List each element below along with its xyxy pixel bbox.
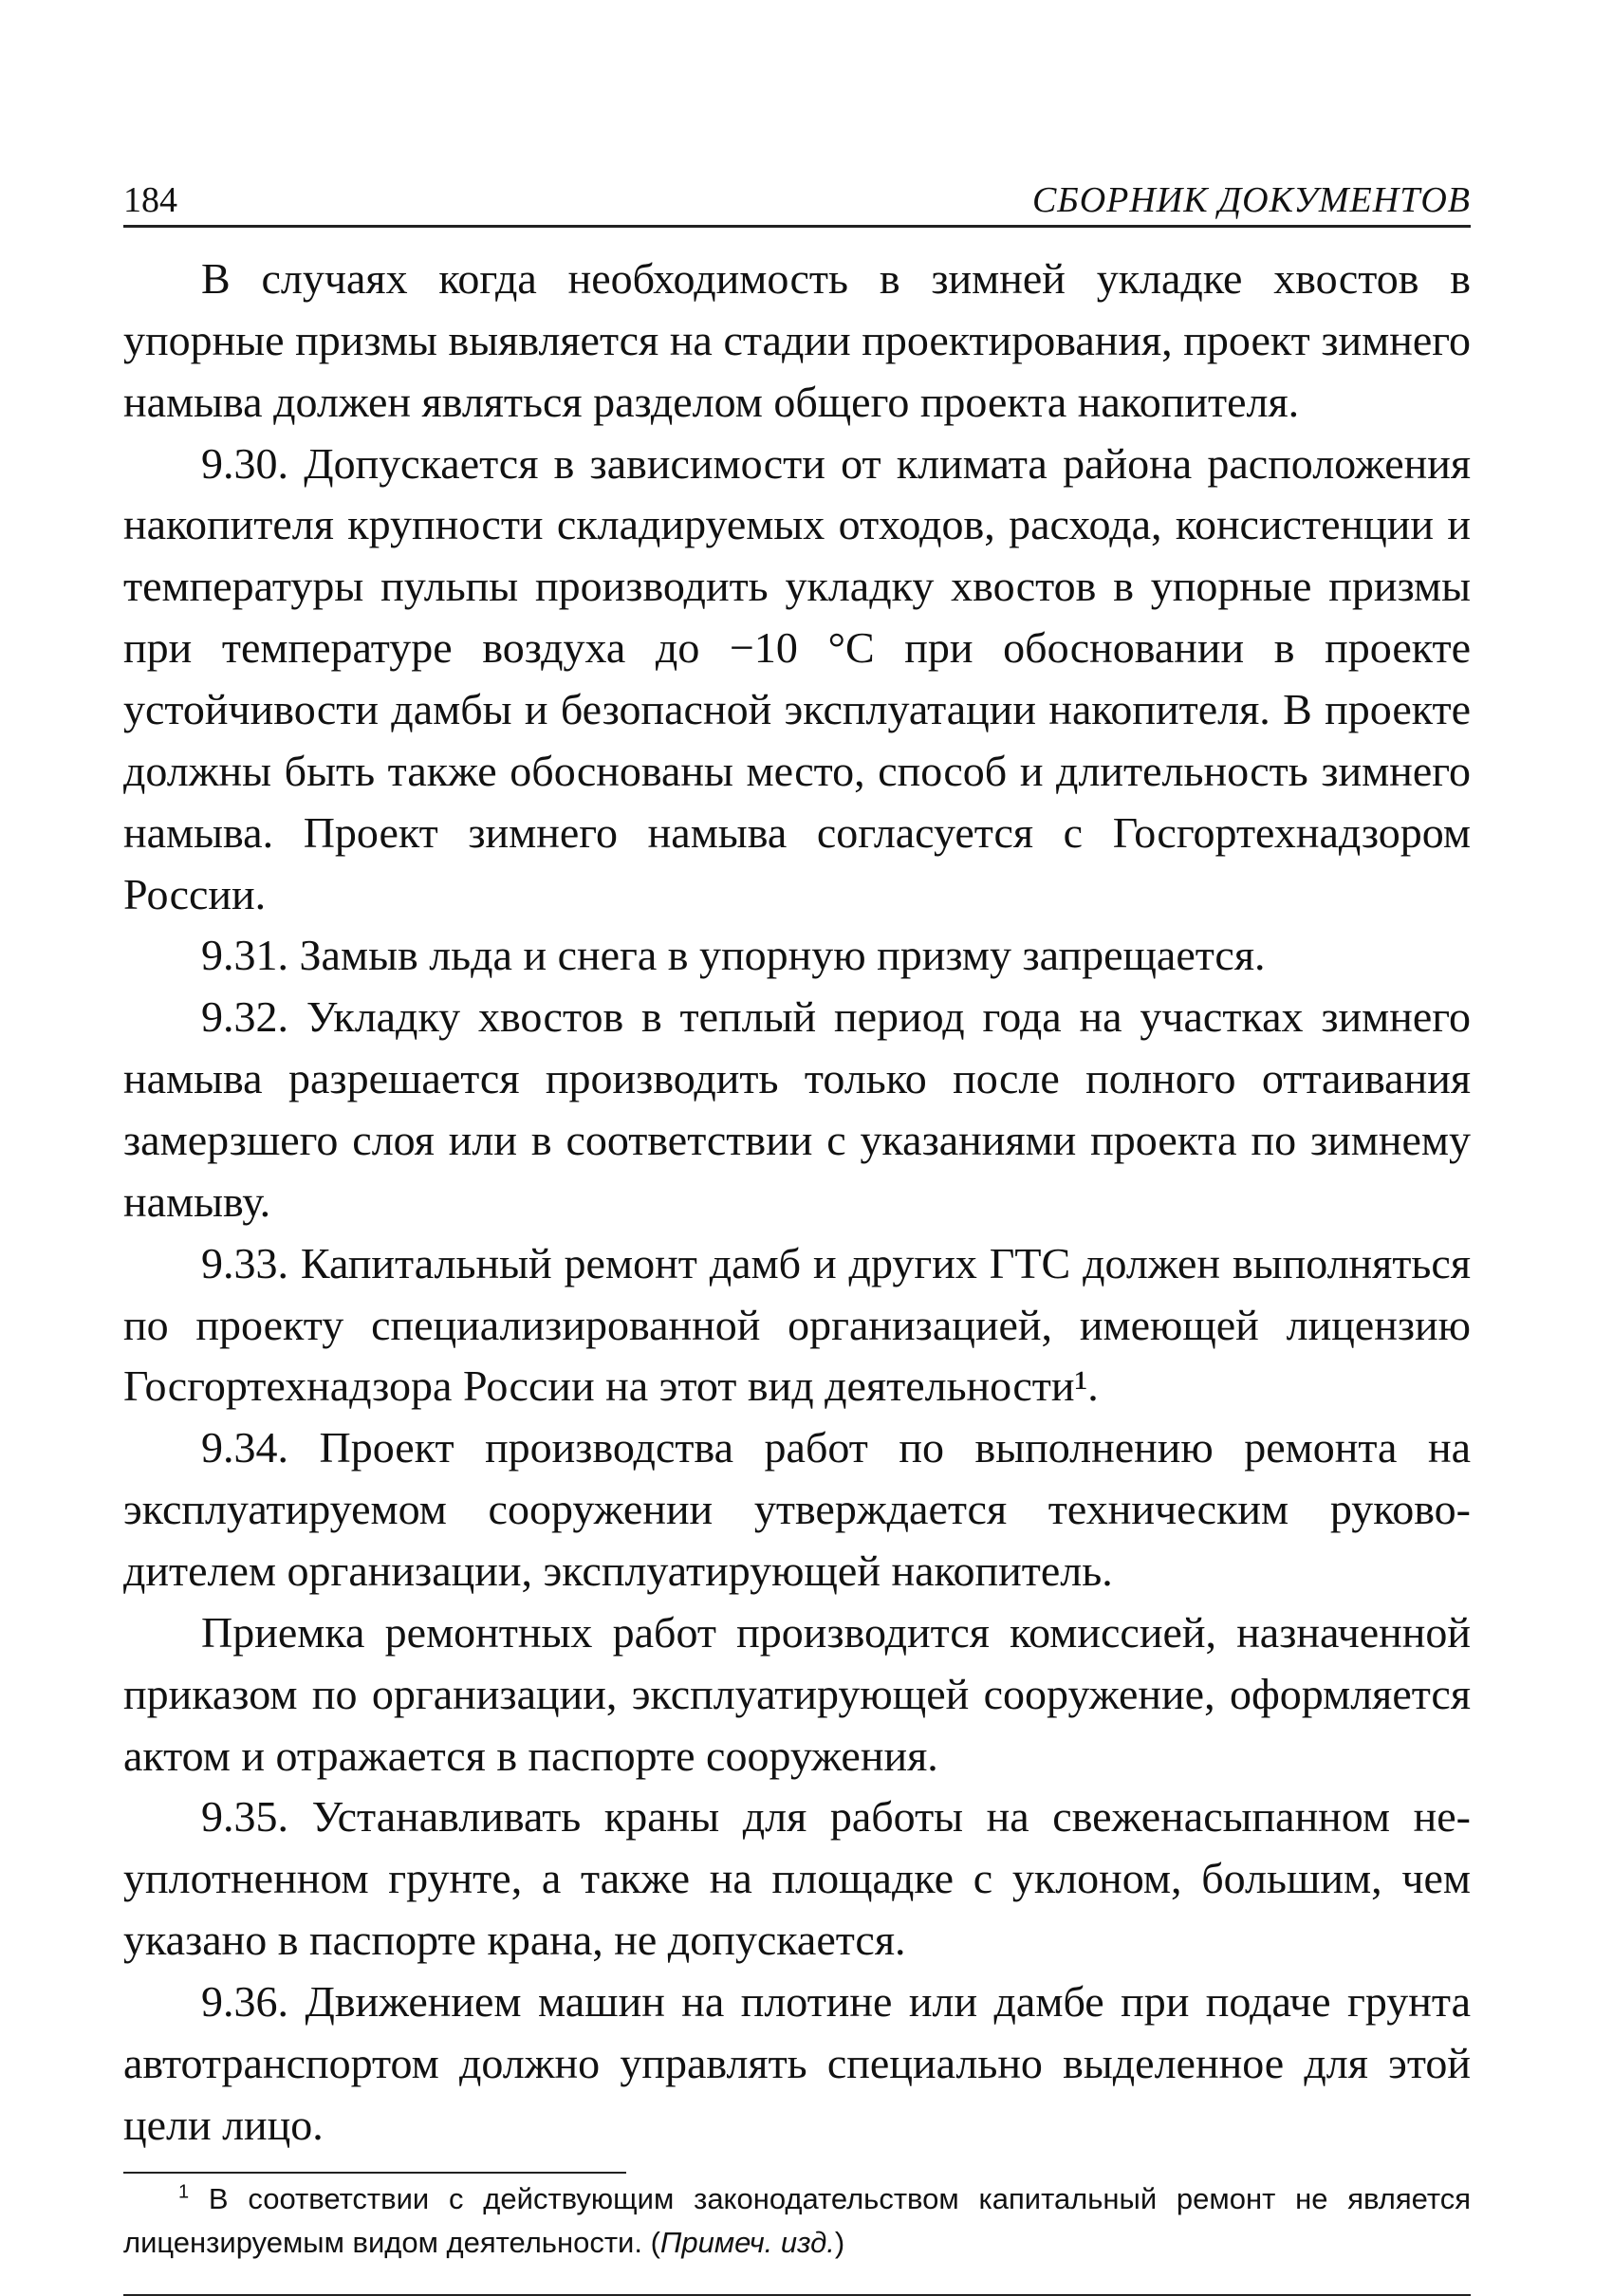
footnote-divider [123,2172,626,2174]
paragraph-9-32: 9.32. Укладку хвостов в теплый период года на участках зимнего намыва разрешается производить только после полного оттаивания замерзшего слоя или в соответствии с указаниями проекта по зимнему намыву. [123,992,1471,1226]
footnote-text: В соответствии с действующим законодательством капитальный ремонт не является лицензируемым видом деятельности. ( [123,2181,1471,2260]
running-title: СБОРНИК ДОКУМЕНТОВ [1031,180,1471,220]
footnote-marker: 1 [178,2181,190,2203]
paragraph-9-31: 9.31. Замыв льда и снега в упорную призму запрещается. [201,931,1266,980]
footnote [123,2177,1471,2266]
page-header [123,176,1471,228]
paragraph-acceptance: Приемка ремонтных работ производится комиссией, назначенной приказом по организации, эксплуатирующей сооружение, оформляется актом и отражается в паспорте сооружения. [123,1607,1471,1780]
body-text [123,249,1471,2157]
page-number: 184 [123,180,177,220]
bottom-divider [123,2294,1471,2296]
paragraph-9-33: 9.33. Капитальный ремонт дамб и других ГТС должен выполняться по проекту специализированной организацией, имеющей лицензию Госгортехнадзора России на этот вид деятельности¹. [123,1238,1471,1411]
footnote-editor-note: Примеч. изд. [659,2226,835,2260]
document-page [123,176,1471,2296]
paragraph-9-36: 9.36. Движением машин на плотине или дамбе при подаче грунта автотранспортом должно управлять специально выделенное для этой цели лицо. [123,1977,1471,2149]
paragraph-9-34: 9.34. Проект производства работ по выполнению ремонта на эксплуатируемом сооружении утверждается техническим руководителем организации, эксплуатирующей накопитель. [123,1423,1471,1596]
paragraph-9-30: 9.30. Допускается в зависимости от климата района расположения накопителя крупности складируемых отходов, расхода, консистенции и температуры пульпы производить укладку хвостов в упорные призмы при температуре воздуха до −10 °С при обосновании в проекте устойчивости дамбы и безопасной эксплуатации накопителя. В проекте должны быть также обоснованы место, способ и длительность зимнего намыва. Проект зимнего намыва согласуется с Госгортехнадзором России. [123,438,1471,918]
paragraph: В случаях когда необходимость в зимней укладке хвостов в упорные призмы выявляется на стадии проектирования, проект зимнего намыва должен являться разделом общего проекта накопителя. [123,254,1471,426]
footnote-close: ) [834,2226,845,2260]
paragraph-9-35: 9.35. Устанавливать краны для работы на свеженасыпанном неуплотненном грунте, а также на площадке с уклоном, большим, чем указано в паспорте крана, не допускается. [123,1792,1471,1965]
